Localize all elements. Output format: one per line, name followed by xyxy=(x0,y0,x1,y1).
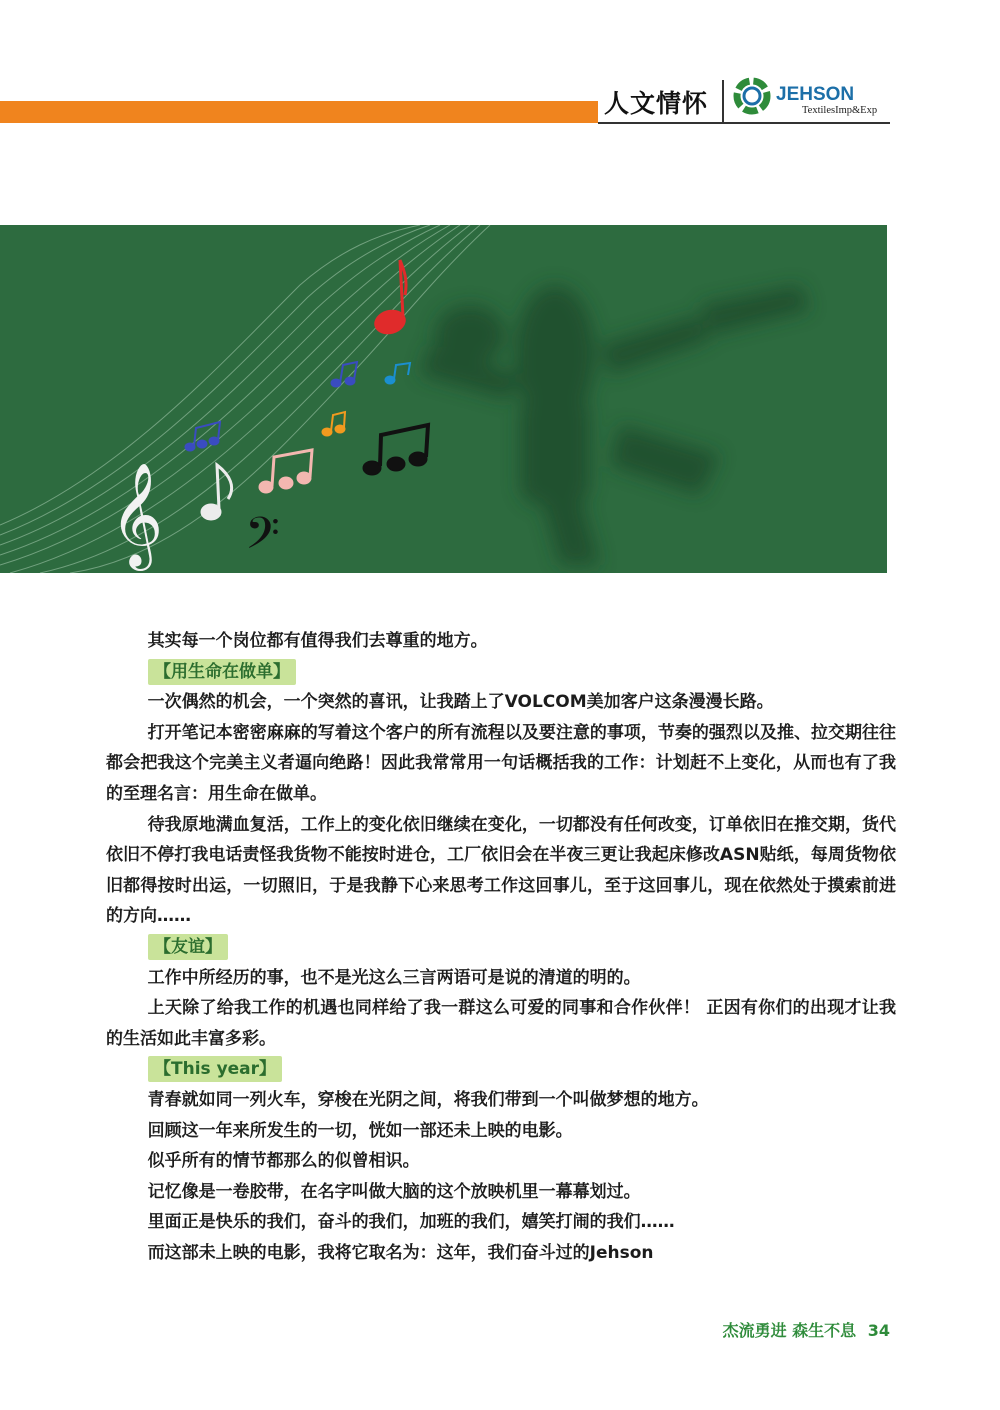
page-footer xyxy=(717,1318,890,1341)
article-paragraph: 记忆像是一卷胶带，在名字叫做大脑的这个放映机里一幕幕划过。 xyxy=(147,1181,641,1202)
article-paragraph: 里面正是快乐的我们，奋斗的我们，加班的我们，嬉笑打闹的我们…… xyxy=(147,1212,675,1233)
footer-slogan: 杰流勇进 森生不息 xyxy=(722,1321,857,1340)
article-body xyxy=(106,626,896,1268)
article-paragraph: 似乎所有的情节都那么的似曾相识。 xyxy=(147,1151,420,1172)
svg-text:𝄢: 𝄢 xyxy=(245,507,280,570)
article-paragraph: 青春就如同一列火车，穿梭在光阴之间，将我们带到一个叫做梦想的地方。 xyxy=(147,1089,709,1110)
svg-text:𝄞: 𝄞 xyxy=(110,462,164,567)
article-paragraph: 而这部未上映的电影，我将它取名为：这年，我们奋斗过的Jehson xyxy=(147,1242,654,1263)
section-tag xyxy=(148,932,896,963)
logo-name: JEHSON xyxy=(776,84,855,105)
header-underline xyxy=(598,122,890,124)
article-paragraph: 工作中所经历的事，也不是光这么三言两语可是说的清道的明的。 xyxy=(147,967,641,988)
article-paragraph: 其实每一个岗位都有值得我们去尊重的地方。 xyxy=(147,631,488,651)
header-divider xyxy=(722,80,724,124)
section-title: 人文情怀 xyxy=(604,89,709,118)
article-paragraph: 打开笔记本密密麻麻的写着这个客户的所有流程以及要注意的事项，节奏的强烈以及推、拉交期往往都会把我这个完美主义者逼向绝路！因此我常常用一句话概括我的工作：计划赶不上变化，从而也有了我的至理名言：用生命在做单。 xyxy=(106,722,896,804)
section-tag xyxy=(148,1054,896,1085)
logo-ring-icon xyxy=(732,76,772,116)
music-banner-image xyxy=(0,225,887,573)
page-number: 34 xyxy=(867,1321,890,1340)
company-logo xyxy=(732,60,892,122)
logo-tagline: TextilesImp&Exp xyxy=(802,105,878,116)
section-tag-label: 【This year】 xyxy=(148,1056,282,1082)
header-accent-bar xyxy=(0,101,598,123)
article-paragraph: 待我原地满血复活，工作上的变化依旧继续在变化，一切都没有任何改变，订单依旧在推交期，货代依旧不停打我电话责怪我货物不能按时进仓，工厂依旧会在半夜三更让我起床修改ASN贴纸，每周货物依旧都得按时出运，一切照旧，于是我静下心来思考工作这回事儿，至于这回事儿，现在依然处于摸索前进的方向…… xyxy=(106,814,896,927)
article-paragraph: 一次偶然的机会，一个突然的喜讯，让我踏上了VOLCOM美加客户这条漫漫长路。 xyxy=(147,692,774,713)
section-tag-label: 【用生命在做单】 xyxy=(148,659,296,685)
section-tag-label: 【友谊】 xyxy=(148,934,228,960)
article-paragraph: 上天除了给我工作的机遇也同样给了我一群这么可爱的同事和合作伙伴！ 正因有你们的出现才让我的生活如此丰富多彩。 xyxy=(106,998,896,1049)
article-paragraph: 回顾这一年来所发生的一切，恍如一部还未上映的电影。 xyxy=(147,1120,573,1141)
section-tag xyxy=(148,657,896,688)
